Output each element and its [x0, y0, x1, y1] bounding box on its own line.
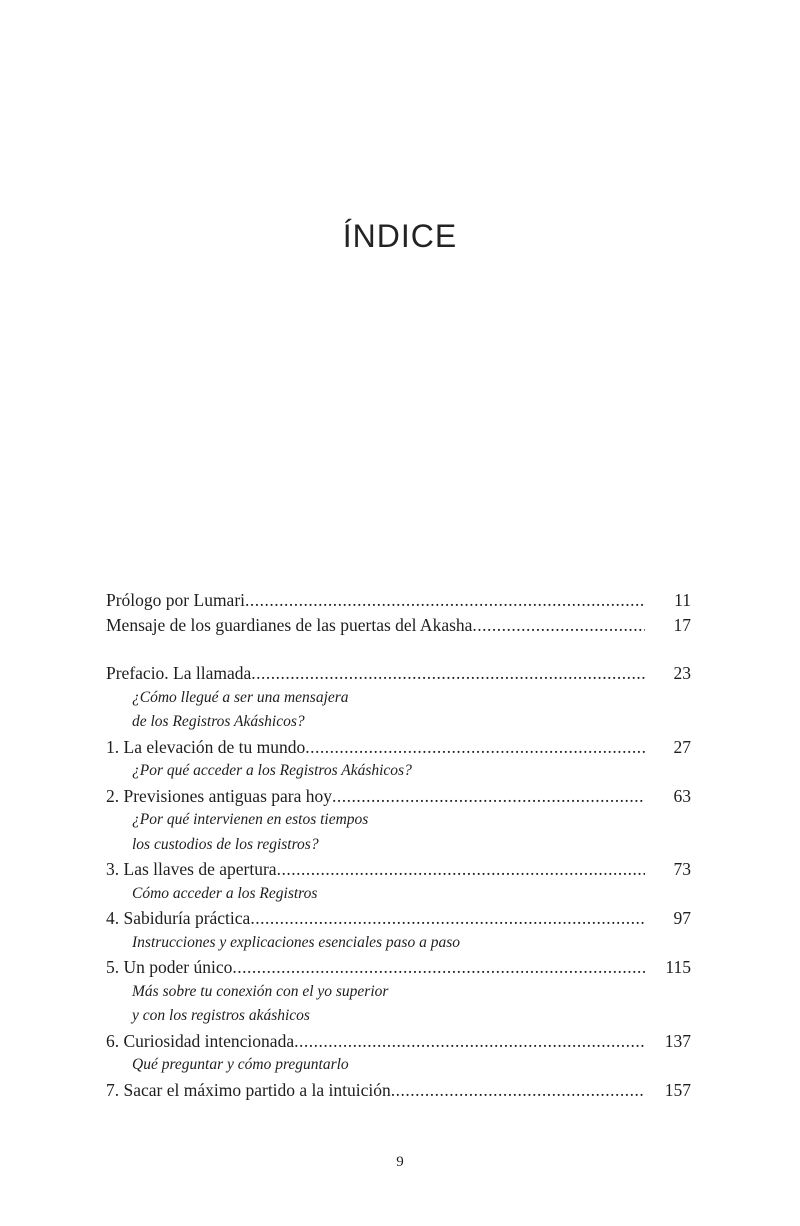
toc-entry-chapter-6 [106, 1029, 691, 1054]
toc-entry-page: 17 [673, 614, 691, 635]
toc-entry-chapter-5 [106, 955, 691, 980]
toc-entry-label: Mensaje de los guardianes de las puertas del Akasha [106, 614, 473, 635]
toc-entry-page: 63 [673, 785, 691, 806]
toc-entry-preface [106, 661, 691, 686]
toc-subtitle: de los Registros Akáshicos? [132, 713, 305, 730]
toc-subtitle: ¿Cómo llegué a ser una mensajera [132, 688, 349, 706]
toc-subtitle: Cómo acceder a los Registros [132, 884, 318, 902]
toc-entry-page: 73 [673, 859, 691, 879]
toc-entry-chapter-2 [106, 784, 691, 809]
dot-leader [305, 735, 645, 760]
toc-subtitle: los custodios de los registros? [132, 835, 319, 853]
dot-leader [472, 613, 645, 638]
toc-entry-label: 5. Un poder único [106, 957, 233, 977]
dot-leader [232, 955, 645, 980]
toc-entry-chapter-4 [106, 906, 691, 931]
toc-entry-label: 4. Sabiduría práctica [106, 908, 251, 928]
toc-subtitle: Qué preguntar y cómo preguntarlo [132, 1056, 349, 1073]
toc-entry-chapter-1 [106, 735, 691, 760]
section-spacer [106, 637, 691, 661]
dot-leader [391, 1078, 645, 1103]
toc-entry-message [106, 613, 691, 638]
toc-entry-page: 157 [664, 1079, 691, 1100]
table-of-contents [106, 588, 691, 1102]
toc-entry-page: 27 [673, 736, 691, 757]
dot-leader [277, 857, 645, 882]
toc-entry-label: 3. Las llaves de apertura [106, 859, 277, 879]
toc-subtitle: y con los registros akáshicos [132, 1007, 310, 1024]
toc-entry-page: 137 [664, 1030, 691, 1051]
toc-entry-page: 11 [674, 590, 691, 610]
toc-entry-label: Prefacio. La llamada [106, 663, 252, 683]
dot-leader [251, 661, 645, 686]
toc-entry-prologue [106, 588, 691, 613]
toc-entry-label: 7. Sacar el máximo partido a la intuición [106, 1079, 391, 1100]
toc-entry-page: 23 [673, 663, 691, 683]
toc-entry-chapter-7 [106, 1078, 691, 1103]
toc-subtitle: Más sobre tu conexión con el yo superior [132, 982, 389, 1000]
toc-subtitle: ¿Por qué acceder a los Registros Akáshicos? [132, 762, 412, 779]
toc-entry-label: 6. Curiosidad intencionada [106, 1030, 295, 1051]
page-title: ÍNDICE [342, 218, 458, 254]
toc-entry-page: 97 [673, 908, 691, 928]
page-number: 9 [396, 1154, 404, 1170]
toc-entry-label: 1. La elevación de tu mundo [106, 736, 306, 757]
dot-leader [332, 784, 645, 809]
toc-entry-chapter-3 [106, 857, 691, 882]
dot-leader [245, 588, 645, 613]
toc-entry-label: Prólogo por Lumari [106, 590, 246, 610]
toc-entry-label: 2. Previsiones antiguas para hoy [106, 785, 332, 806]
toc-subtitle: ¿Por qué intervienen en estos tiempos [132, 811, 369, 828]
dot-leader [250, 906, 645, 931]
dot-leader [294, 1029, 645, 1054]
toc-entry-page: 115 [665, 957, 691, 977]
toc-subtitle: Instrucciones y explicaciones esenciales paso a paso [132, 933, 460, 951]
